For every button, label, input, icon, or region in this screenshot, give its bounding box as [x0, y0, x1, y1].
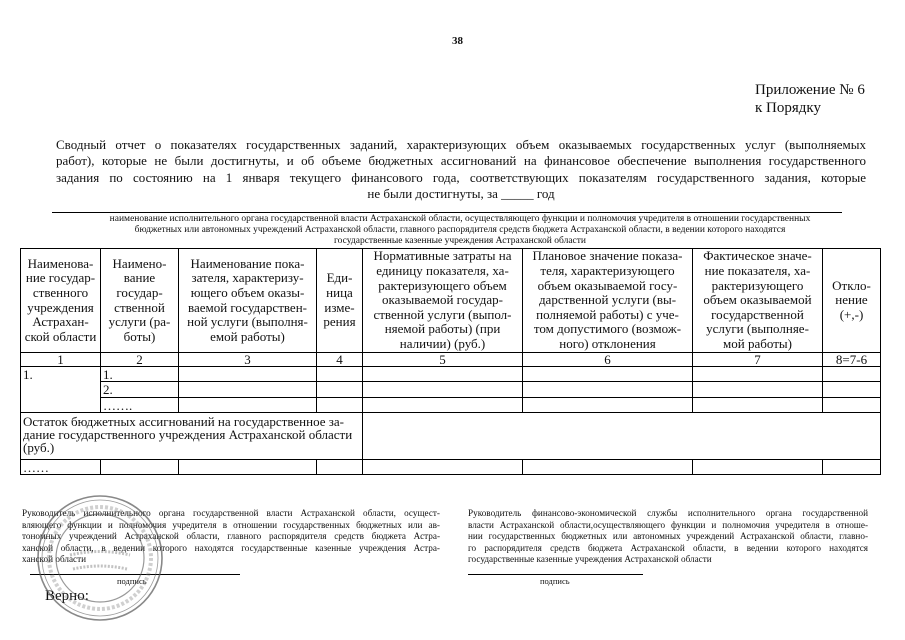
signature-text-line: власти Астраханской области,осуществляющего функции и полномочия учредителя в отноше-	[468, 519, 868, 530]
caption-line: государственные казенные учреждения Астраханской области	[334, 236, 586, 246]
authority-rule	[52, 212, 842, 213]
column-number-row	[21, 353, 881, 367]
signature-text-line: го распорядителя средств бюджета Астраханской области, в ведении которого находятся	[468, 542, 868, 553]
row-marker: ……	[21, 460, 101, 475]
table-row	[21, 460, 881, 475]
remainder-row	[21, 413, 881, 460]
institution-number: 1.	[21, 367, 101, 413]
header-actual-value: Фактическое значе- ние показателя, ха- рактеризующего объем оказываемой государственной услуги (выполняе- мой работы)	[693, 249, 823, 353]
remainder-label: Остаток бюджетных ассигнований на государственное за- дание государственного учреждения Астраханской области (руб.)	[21, 413, 363, 460]
header-service: Наимено- вание государ- ственной услуги (ра- боты)	[101, 249, 179, 353]
header-planned-value: Плановое значение показа- теля, характеризующего объем оказываемой госу- дарственной услуги (вы- полняемой работы) с уче- том допустимого (возмож- ного) отклонения	[523, 249, 693, 353]
page-number: 38	[452, 35, 463, 47]
table-cell	[363, 367, 523, 382]
header-indicator: Наименование пока- зателя, характеризу- ющего объем оказы- ваемой государствен- ной услуги (выполня- емой работы)	[179, 249, 317, 353]
table-cell	[363, 382, 523, 398]
signature-text-line: Руководитель исполнительного органа государственной власти Астраханской области, осущест-	[22, 508, 440, 518]
table-cell	[523, 367, 693, 382]
finance-head-signature-block	[468, 508, 868, 566]
authority-caption	[60, 214, 860, 247]
signature-caption: подпись	[540, 576, 570, 586]
table-cell	[101, 460, 179, 475]
table-header-row	[21, 249, 881, 353]
signature-text-line: государственные казенные учреждения Астраханской области	[468, 554, 712, 564]
table-cell	[523, 382, 693, 398]
column-number: 8=7-6	[823, 353, 881, 367]
column-number: 4	[317, 353, 363, 367]
signature-line	[30, 574, 240, 575]
column-number: 6	[523, 353, 693, 367]
remainder-value-cell	[363, 413, 881, 460]
service-number: 1.	[101, 367, 179, 382]
signature-text-line: тономных учреждений Астраханской области, главного распорядителя средств бюджета Астра-	[22, 531, 440, 541]
table-cell	[179, 382, 317, 398]
signature-text-line: вляющего функции и полномочия учредителя в отношении государственных бюджетных или ав-	[22, 519, 440, 530]
header-deviation: Откло- нение (+,-)	[823, 249, 881, 353]
table-cell	[317, 460, 363, 475]
caption-line: наименование исполнительного органа государственной власти Астраханской области, осуществляющего функции и полномочия учредителя в отношении государственных	[109, 214, 811, 224]
signature-line	[468, 574, 643, 575]
column-number: 1	[21, 353, 101, 367]
appendix-subtitle: к Порядку	[755, 100, 821, 116]
signature-text-line: нии государственных бюджетных или автономных учреждений Астраханской области, главно-	[468, 531, 868, 541]
column-number: 3	[179, 353, 317, 367]
table-row	[21, 398, 881, 413]
table-cell	[179, 398, 317, 413]
appendix-header	[755, 81, 865, 117]
table-cell	[523, 460, 693, 475]
header-unit: Еди- ница изме- рения	[317, 249, 363, 353]
title-line: не были достигнуты, за _____ год	[367, 185, 555, 201]
header-normative-costs: Нормативные затраты на единицу показателя, ха- рактеризующего объем оказываемой государ- ственной услуги (выпол- няемой работы) (при наличии) (руб.)	[363, 249, 523, 353]
table-cell	[523, 398, 693, 413]
verified-label: Верно:	[45, 588, 89, 604]
appendix-label: Приложение № 6	[755, 82, 865, 98]
report-table	[20, 248, 881, 475]
table-cell	[693, 382, 823, 398]
table-row	[21, 382, 881, 398]
table-cell	[693, 398, 823, 413]
table-cell	[693, 460, 823, 475]
table-cell	[317, 367, 363, 382]
report-title	[56, 137, 866, 202]
signature-text-line: ханской области	[22, 554, 87, 564]
signature-text-line: ханской области, в ведении которого находятся государственные казенные учреждения Астра-	[22, 542, 440, 553]
signature-caption: подпись	[117, 576, 147, 586]
table-cell	[363, 460, 523, 475]
column-number: 7	[693, 353, 823, 367]
table-cell	[823, 367, 881, 382]
column-number: 2	[101, 353, 179, 367]
table-cell	[823, 460, 881, 475]
head-signature-block	[22, 508, 440, 566]
service-number: 2.	[101, 382, 179, 398]
header-institution: Наименова- ние государ- ственного учреждения Астрахан- ской области	[21, 249, 101, 353]
table-cell	[363, 398, 523, 413]
table-cell	[693, 367, 823, 382]
table-cell	[179, 367, 317, 382]
service-number: …….	[101, 398, 179, 413]
table-row	[21, 367, 881, 382]
table-cell	[317, 382, 363, 398]
signature-text-line: Руководитель финансово-экономической службы исполнительного органа государственной	[468, 508, 868, 518]
table-cell	[823, 382, 881, 398]
title-line: Сводный отчет о показателях государственных заданий, характеризующих объем оказываемых государственных услуг (выполняемых	[56, 137, 866, 152]
title-line: работ), которые не были достигнуты, и об объеме бюджетных ассигнований на финансовое обеспечение выполнения государственного	[56, 153, 866, 169]
column-number: 5	[363, 353, 523, 367]
table-cell	[823, 398, 881, 413]
table-cell	[179, 460, 317, 475]
title-line: задания по состоянию на 1 января текущего финансового года, соответствующих показателям государственного задания, которые	[56, 169, 866, 185]
table-cell	[317, 398, 363, 413]
caption-line: бюджетных или автономных учреждений Астраханской области, главного распорядителя средств бюджета Астраханской области, в ведении которого находятся	[134, 225, 786, 235]
